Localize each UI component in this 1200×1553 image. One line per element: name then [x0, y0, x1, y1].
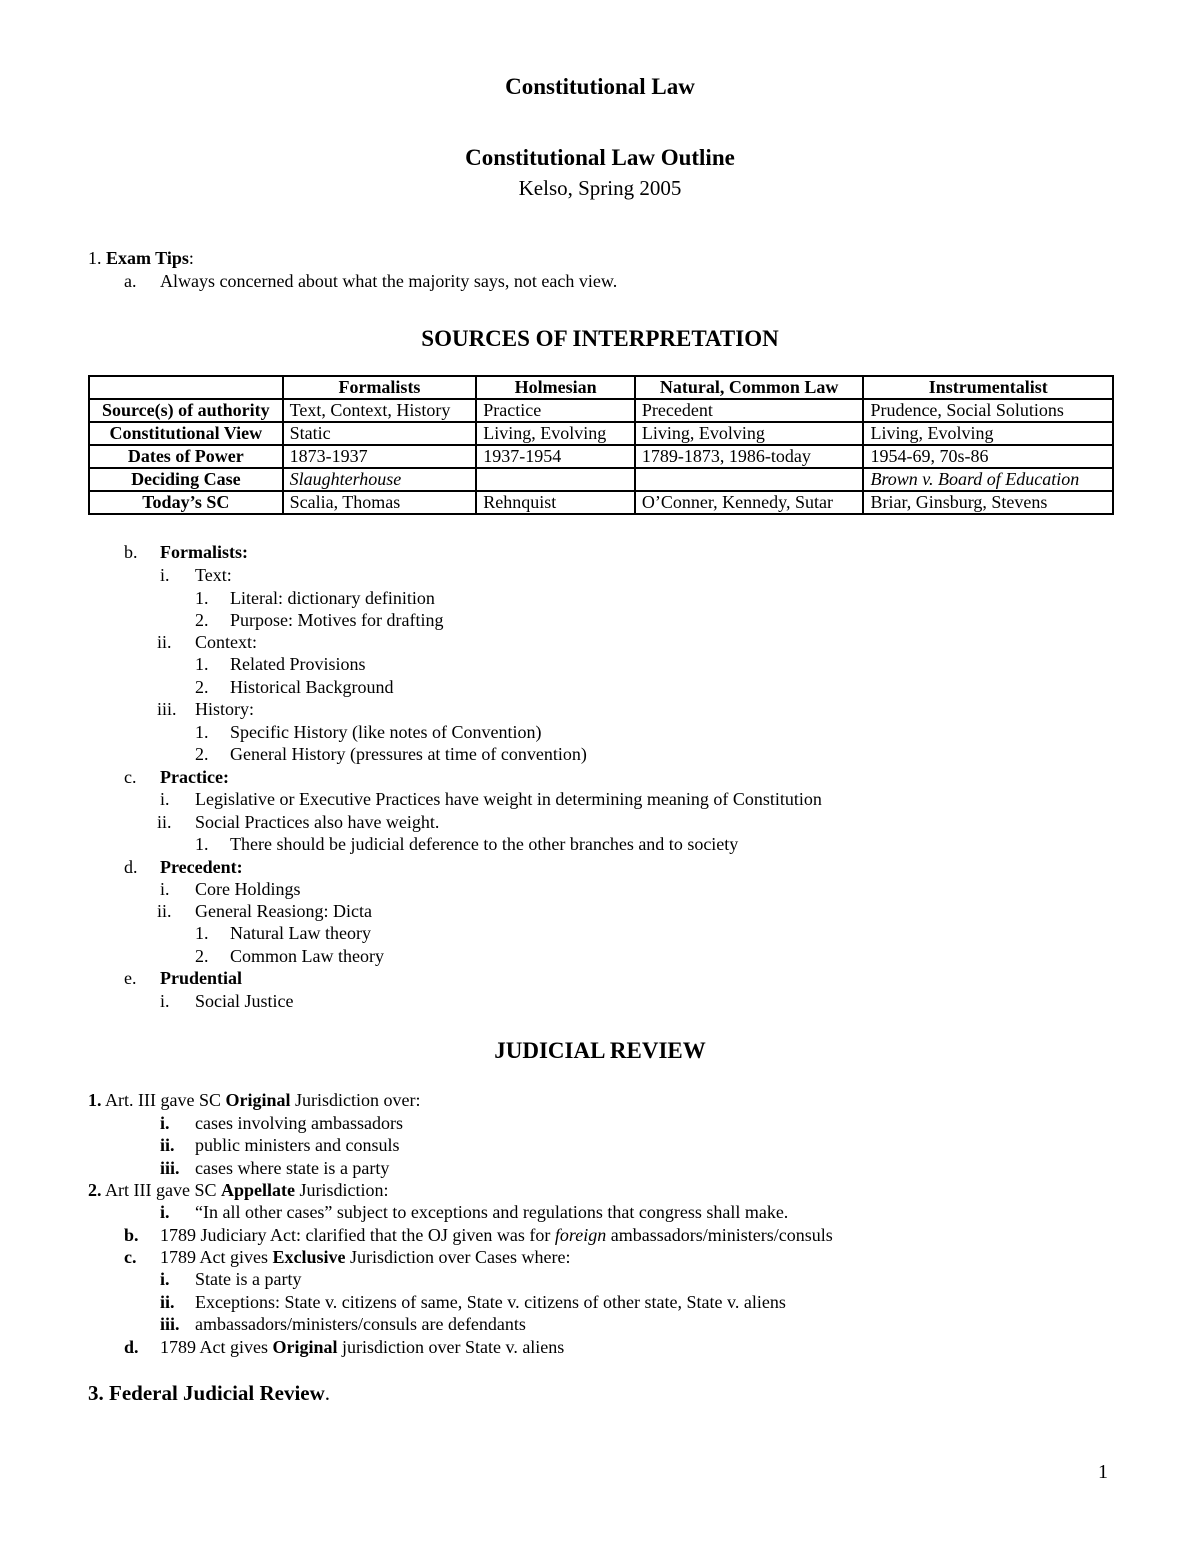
list-item-text: Text: [195, 565, 232, 585]
list-item-number: a. [124, 271, 137, 291]
list-item-number: b. [124, 1225, 139, 1245]
list-item-text [160, 1224, 833, 1246]
column-header: Natural, Common Law [635, 376, 864, 399]
list-item-text: History: [195, 699, 255, 719]
list-item-text: Legislative or Executive Practices have weight in determining meaning of Constitution [195, 789, 822, 809]
section-heading-sources: SOURCES OF INTERPRETATION [421, 326, 779, 351]
list-item-number: ii. [160, 1135, 175, 1155]
list-item [88, 1380, 330, 1406]
text: Jurisdiction over: [290, 1090, 421, 1110]
colon: : [188, 248, 194, 268]
list-item-text [160, 1246, 570, 1268]
list-item-label: Prudential [160, 968, 243, 988]
list-item-text: cases where state is a party [195, 1158, 390, 1178]
table-cell: 1937-1954 [476, 445, 635, 468]
text: Art III gave SC [101, 1180, 221, 1200]
list-item-text: General Reasiong: Dicta [195, 901, 372, 921]
table-row [89, 468, 1113, 491]
section-heading-judicial-review: JUDICIAL REVIEW [494, 1038, 706, 1063]
table-cell: O’Conner, Kennedy, Sutar [635, 491, 864, 514]
list-item-text: Purpose: Motives for drafting [230, 610, 444, 630]
table-cell: Living, Evolving [476, 422, 635, 445]
list-item-number: d. [124, 857, 138, 877]
list-item-number: e. [124, 968, 137, 988]
table-cell [476, 468, 635, 491]
list-item-text: Related Provisions [230, 654, 366, 674]
list-item-text: Core Holdings [195, 879, 301, 899]
text: jurisdiction over State v. aliens [337, 1337, 565, 1357]
list-item-text: public ministers and consuls [195, 1135, 400, 1155]
list-item-text: “In all other cases” subject to exceptions and regulations that congress shall make. [195, 1202, 789, 1222]
column-header: Formalists [283, 376, 477, 399]
list-item-text: There should be judicial deference to the other branches and to society [230, 834, 739, 854]
table-cell: 1789-1873, 1986-today [635, 445, 864, 468]
exam-tips-item [88, 247, 194, 269]
list-item-number: iii. [160, 1314, 180, 1334]
list-item-text: Social Practices also have weight. [195, 812, 440, 832]
list-item-number: ii. [157, 901, 172, 921]
list-item-number: 1. [195, 923, 209, 943]
list-item-label: Formalists: [160, 542, 248, 562]
section-label: Federal Judicial Review [103, 1381, 325, 1405]
emphasis: Appellate [220, 1180, 295, 1200]
list-item-text: Natural Law theory [230, 923, 371, 943]
text: Art. III gave SC [101, 1090, 226, 1110]
column-header: Holmesian [476, 376, 635, 399]
table-cell: Briar, Ginsburg, Stevens [863, 491, 1113, 514]
table-cell: Living, Evolving [863, 422, 1113, 445]
text: 1789 Judiciary Act: clarified that the OJ given was for [160, 1225, 555, 1245]
table-cell: Static [283, 422, 477, 445]
list-item [88, 1179, 388, 1201]
table-row [89, 491, 1113, 514]
sources-table [88, 375, 1114, 515]
author-term: Kelso, Spring 2005 [518, 176, 682, 200]
table-cell: Rehnquist [476, 491, 635, 514]
list-item-number: i. [160, 991, 170, 1011]
table-row [89, 399, 1113, 422]
list-item-number: 2. [195, 744, 209, 764]
text: ambassadors/ministers/consuls [606, 1225, 833, 1245]
exam-tips-label: Exam Tips [106, 248, 189, 268]
row-label: Today’s SC [89, 491, 283, 514]
row-label: Source(s) of authority [89, 399, 283, 422]
table-cell: Practice [476, 399, 635, 422]
list-item-text: Specific History (like notes of Convention) [230, 722, 542, 742]
list-item-number: 1. [195, 654, 209, 674]
table-cell: Living, Evolving [635, 422, 864, 445]
text: Jurisdiction: [294, 1180, 389, 1200]
list-item-number: 1. [195, 834, 209, 854]
item-number: 1. [88, 248, 102, 268]
table-cell: Precedent [635, 399, 864, 422]
list-item-label: Precedent: [160, 857, 243, 877]
list-item-number: ii. [157, 632, 172, 652]
table-cell [635, 468, 864, 491]
row-label: Deciding Case [89, 468, 283, 491]
emphasis: Original [225, 1090, 291, 1110]
page-number: 1 [1098, 1461, 1108, 1483]
column-header: Instrumentalist [863, 376, 1113, 399]
list-item-text: Context: [195, 632, 257, 652]
list-item-number: c. [124, 1247, 137, 1267]
list-item-number: 2. [195, 946, 209, 966]
list-item-text: ambassadors/ministers/consuls are defendants [195, 1314, 526, 1334]
list-item-number: i. [160, 1202, 170, 1222]
row-label: Dates of Power [89, 445, 283, 468]
emphasis: Exclusive [272, 1247, 346, 1267]
table-cell: Slaughterhouse [283, 468, 477, 491]
table-cell: Prudence, Social Solutions [863, 399, 1113, 422]
emphasis: foreign [554, 1225, 607, 1245]
table-row [89, 445, 1113, 468]
list-item-number: 2. [195, 677, 209, 697]
text: . [324, 1381, 331, 1405]
list-item-text: State is a party [195, 1269, 302, 1289]
list-item-number: i. [160, 789, 170, 809]
list-item-text: Always concerned about what the majority says, not each view. [160, 271, 618, 291]
list-item-text: Common Law theory [230, 946, 384, 966]
list-item-number: c. [124, 767, 137, 787]
item-number: 3. [88, 1381, 104, 1405]
list-item-number: ii. [160, 1292, 175, 1312]
list-item-number: 1. [195, 722, 209, 742]
table-cell: Scalia, Thomas [283, 491, 477, 514]
table-cell: Text, Context, History [283, 399, 477, 422]
list-item [88, 1089, 420, 1111]
list-item-text: General History (pressures at time of convention) [230, 744, 587, 764]
list-item-number: i. [160, 879, 170, 899]
list-item-number: iii. [160, 1158, 180, 1178]
item-number: 1. [88, 1090, 102, 1110]
list-item-text: Exceptions: State v. citizens of same, State v. citizens of other state, State v. aliens [195, 1292, 786, 1312]
list-item-number: 1. [195, 588, 209, 608]
row-label: Constitutional View [89, 422, 283, 445]
table-cell: 1954-69, 70s-86 [863, 445, 1113, 468]
text: Jurisdiction over Cases where: [345, 1247, 571, 1267]
table-row [89, 422, 1113, 445]
list-item-number: d. [124, 1337, 139, 1357]
list-item-number: 2. [195, 610, 209, 630]
outline-title: Constitutional Law Outline [465, 145, 735, 170]
list-item-number: iii. [157, 699, 177, 719]
emphasis: Original [272, 1337, 338, 1357]
text: 1789 Act gives [160, 1337, 273, 1357]
list-item-text: Historical Background [230, 677, 394, 697]
document-title: Constitutional Law [505, 74, 695, 99]
list-item-number: i. [160, 1269, 170, 1289]
list-item-number: i. [160, 1113, 170, 1133]
list-item-label: Practice: [160, 767, 229, 787]
column-header [89, 376, 283, 399]
list-item-number: i. [160, 565, 170, 585]
list-item-text: Literal: dictionary definition [230, 588, 435, 608]
list-item-text [160, 1336, 564, 1358]
text: 1789 Act gives [160, 1247, 273, 1267]
list-item-text: Social Justice [195, 991, 294, 1011]
item-number: 2. [88, 1180, 102, 1200]
list-item-text: cases involving ambassadors [195, 1113, 403, 1133]
list-item-number: ii. [157, 812, 172, 832]
table-cell: Brown v. Board of Education [863, 468, 1113, 491]
table-cell: 1873-1937 [283, 445, 477, 468]
table-header-row [89, 376, 1113, 399]
list-item-number: b. [124, 542, 138, 562]
